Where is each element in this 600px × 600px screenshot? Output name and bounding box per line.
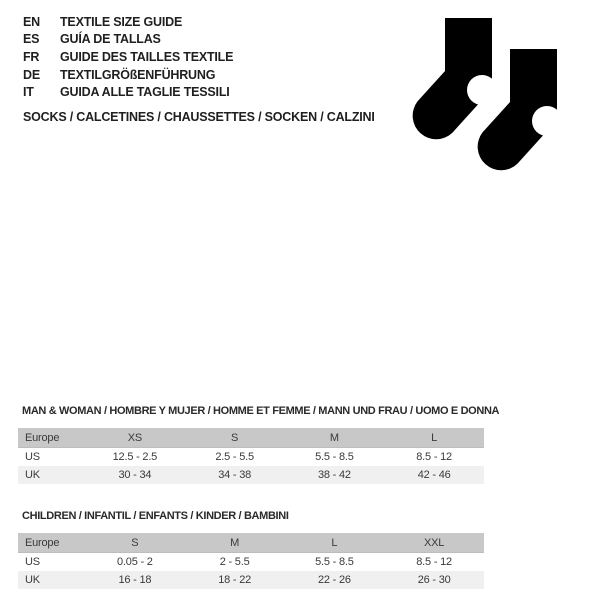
language-row <box>23 13 233 31</box>
column-header-size: XS <box>85 428 185 448</box>
language-label: GUÍA DE TALLAS <box>60 32 161 47</box>
column-header-size: XXL <box>384 533 484 553</box>
size-value: 0.05 - 2 <box>117 556 153 568</box>
column-header-size: L <box>384 428 484 448</box>
language-label: GUIDE DES TAILLES TEXTILE <box>60 49 234 64</box>
size-value: 30 - 34 <box>85 466 185 484</box>
size-value: 5.5 - 8.5 <box>315 556 354 568</box>
column-header-region: Europe <box>18 533 85 553</box>
table-section-man-woman <box>18 404 500 484</box>
language-code: DE <box>23 67 40 82</box>
size-value: 38 - 42 <box>285 466 385 484</box>
language-label: TEXTILGRÖßENFÜHRUNG <box>60 67 216 82</box>
size-value: 16 - 18 <box>85 571 185 589</box>
table-title-children: CHILDREN / INFANTIL / ENFANTS / KINDER / BAMBINI <box>22 510 289 522</box>
size-value: 2 - 5.5 <box>219 556 250 568</box>
language-row <box>23 66 233 84</box>
row-label: US <box>25 556 40 568</box>
table-header-row <box>18 533 484 553</box>
table-title-man-woman: MAN & WOMAN / HOMBRE Y MUJER / HOMME ET FEMME / MANN UND FRAU / UOMO E DONNA <box>22 405 500 417</box>
size-value: 26 - 30 <box>384 571 484 589</box>
category-title: SOCKS / CALCETINES / CHAUSSETTES / SOCKEN / CALZINI <box>23 110 375 124</box>
sock-left <box>413 18 497 139</box>
sock-heel-cutout <box>467 75 497 105</box>
column-header-size: L <box>285 533 385 553</box>
language-label: TEXTILE SIZE GUIDE <box>60 14 183 29</box>
language-row <box>23 31 233 49</box>
language-code: EN <box>23 14 40 29</box>
column-header-size: S <box>185 428 285 448</box>
language-code: FR <box>23 49 40 64</box>
size-value: 8.5 - 12 <box>416 451 452 463</box>
language-code: IT <box>23 85 34 100</box>
socks-icon <box>405 12 565 177</box>
table-row-us <box>18 553 484 572</box>
column-header-region: Europe <box>18 428 85 448</box>
size-value: 5.5 - 8.5 <box>315 451 354 463</box>
language-row <box>23 48 233 66</box>
table-row-uk <box>18 466 484 484</box>
table-header-row <box>18 428 484 448</box>
row-label: UK <box>18 466 85 484</box>
column-header-size: S <box>85 533 185 553</box>
column-header-size: M <box>285 428 385 448</box>
language-code: ES <box>23 32 40 47</box>
language-label: GUIDA ALLE TAGLIE TESSILI <box>60 85 230 100</box>
size-table-children <box>18 533 484 589</box>
size-value: 2.5 - 5.5 <box>215 451 254 463</box>
table-row-us <box>18 448 484 467</box>
table-section-children <box>18 509 484 589</box>
table-row-uk <box>18 571 484 589</box>
language-row <box>23 83 233 101</box>
size-value: 18 - 22 <box>185 571 285 589</box>
row-label: US <box>25 451 40 463</box>
sock-heel-cutout <box>532 106 562 136</box>
size-value: 22 - 26 <box>285 571 385 589</box>
size-value: 12.5 - 2.5 <box>112 451 158 463</box>
language-list <box>23 13 233 101</box>
column-header-size: M <box>185 533 285 553</box>
size-table-man-woman <box>18 428 484 484</box>
size-value: 34 - 38 <box>185 466 285 484</box>
size-value: 42 - 46 <box>384 466 484 484</box>
size-value: 8.5 - 12 <box>416 556 452 568</box>
row-label: UK <box>18 571 85 589</box>
